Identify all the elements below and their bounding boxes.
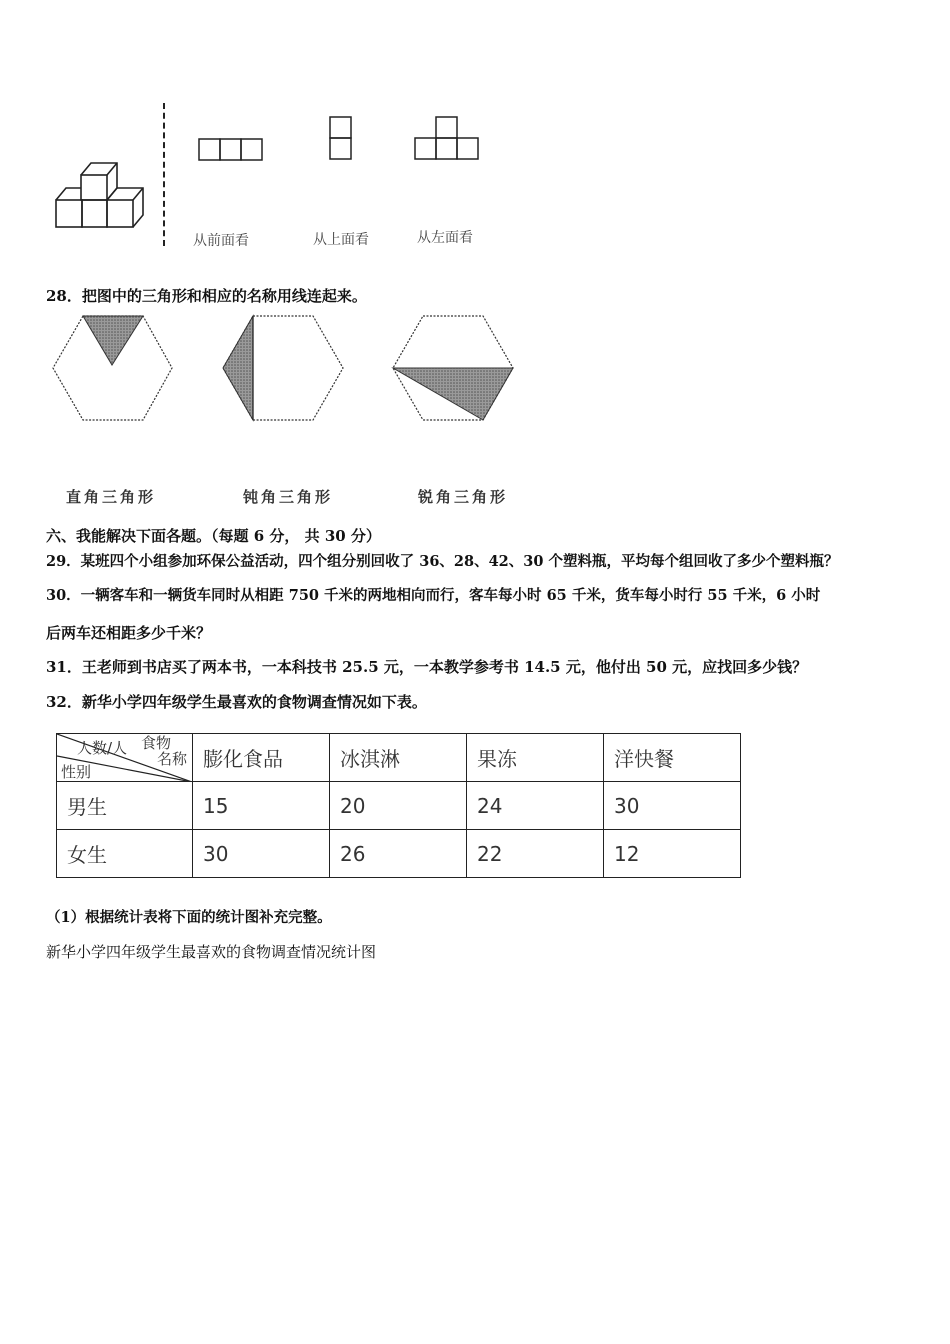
cell-boys-puffed: 15 — [193, 782, 330, 830]
cell-girls-jelly: 22 — [467, 830, 604, 878]
table-corner-cell — [57, 734, 193, 782]
label-obtuse-triangle: 钝角三角形 — [243, 488, 334, 506]
header-fast-food: 洋快餐 — [604, 734, 741, 782]
cell-girls-icecream: 26 — [330, 830, 467, 878]
left-view-label: 从左面看 — [417, 230, 473, 246]
question-32-sub1: （1）根据统计表将下面的统计图补充完整。 — [46, 909, 332, 926]
front-view-figure — [197, 137, 267, 162]
table-header-row — [57, 734, 741, 782]
question-28: 28．把图中的三角形和相应的名称用线连起来。 — [46, 287, 367, 305]
chart-title: 新华小学四年级学生最喜欢的食物调查情况统计图 — [46, 943, 377, 961]
question-32: 32．新华小学四年级学生最喜欢的食物调查情况如下表。 — [46, 693, 427, 711]
hexagon-3 — [393, 316, 513, 420]
cell-girls-fastfood: 12 — [604, 830, 741, 878]
question-30-line2: 后两车还相距多少千米？ — [46, 624, 212, 642]
corner-food-label: 食物 — [141, 734, 172, 752]
corner-name-label: 名称 — [157, 750, 188, 768]
cell-boys-fastfood: 30 — [604, 782, 741, 830]
question-30-line1: 30．一辆客车和一辆货车同时从相距 750 千米的两地相向而行，客车每小时 65 千米，货车每小时行 55 千米，6 小时 — [46, 587, 821, 604]
cell-girls-puffed: 30 — [193, 830, 330, 878]
label-acute-triangle: 锐角三角形 — [418, 488, 509, 506]
header-jelly: 果冻 — [467, 734, 604, 782]
question-31: 31．王老师到书店买了两本书，一本科技书 25.5 元，一本教学参考书 14.5 元，他付出 50 元，应找回多少钱？ — [46, 658, 808, 676]
top-view-figure — [327, 115, 355, 163]
label-right-triangle: 直角三角形 — [66, 488, 157, 506]
corner-gender-label: 性别 — [61, 763, 92, 781]
left-view-figure — [413, 115, 483, 163]
cell-boys-icecream: 20 — [330, 782, 467, 830]
header-puffed-food: 膨化食品 — [193, 734, 330, 782]
cell-boys-jelly: 24 — [467, 782, 604, 830]
row-label-girls: 女生 — [57, 830, 193, 878]
question-29: 29．某班四个小组参加环保公益活动，四个组分别回收了 36、28、42、30 个塑料瓶，平均每个组回收了多少个塑料瓶？ — [46, 553, 839, 570]
corner-count-label: 人数/人 — [77, 739, 128, 757]
row-label-boys: 男生 — [57, 782, 193, 830]
hexagon-1 — [53, 316, 172, 420]
table-row — [57, 830, 741, 878]
header-ice-cream: 冰淇淋 — [330, 734, 467, 782]
food-survey-table — [56, 733, 741, 878]
front-view-label: 从前面看 — [193, 233, 249, 249]
table-row — [57, 782, 741, 830]
hexagon-2 — [223, 316, 343, 420]
hexagon-triangles-figure — [45, 310, 525, 430]
cube-stack-figure — [50, 155, 150, 235]
top-view-label: 从上面看 — [313, 232, 369, 248]
dashed-divider — [163, 103, 165, 246]
section-6-heading: 六、我能解决下面各题。（每题 6 分， 共 30 分） — [46, 527, 381, 545]
